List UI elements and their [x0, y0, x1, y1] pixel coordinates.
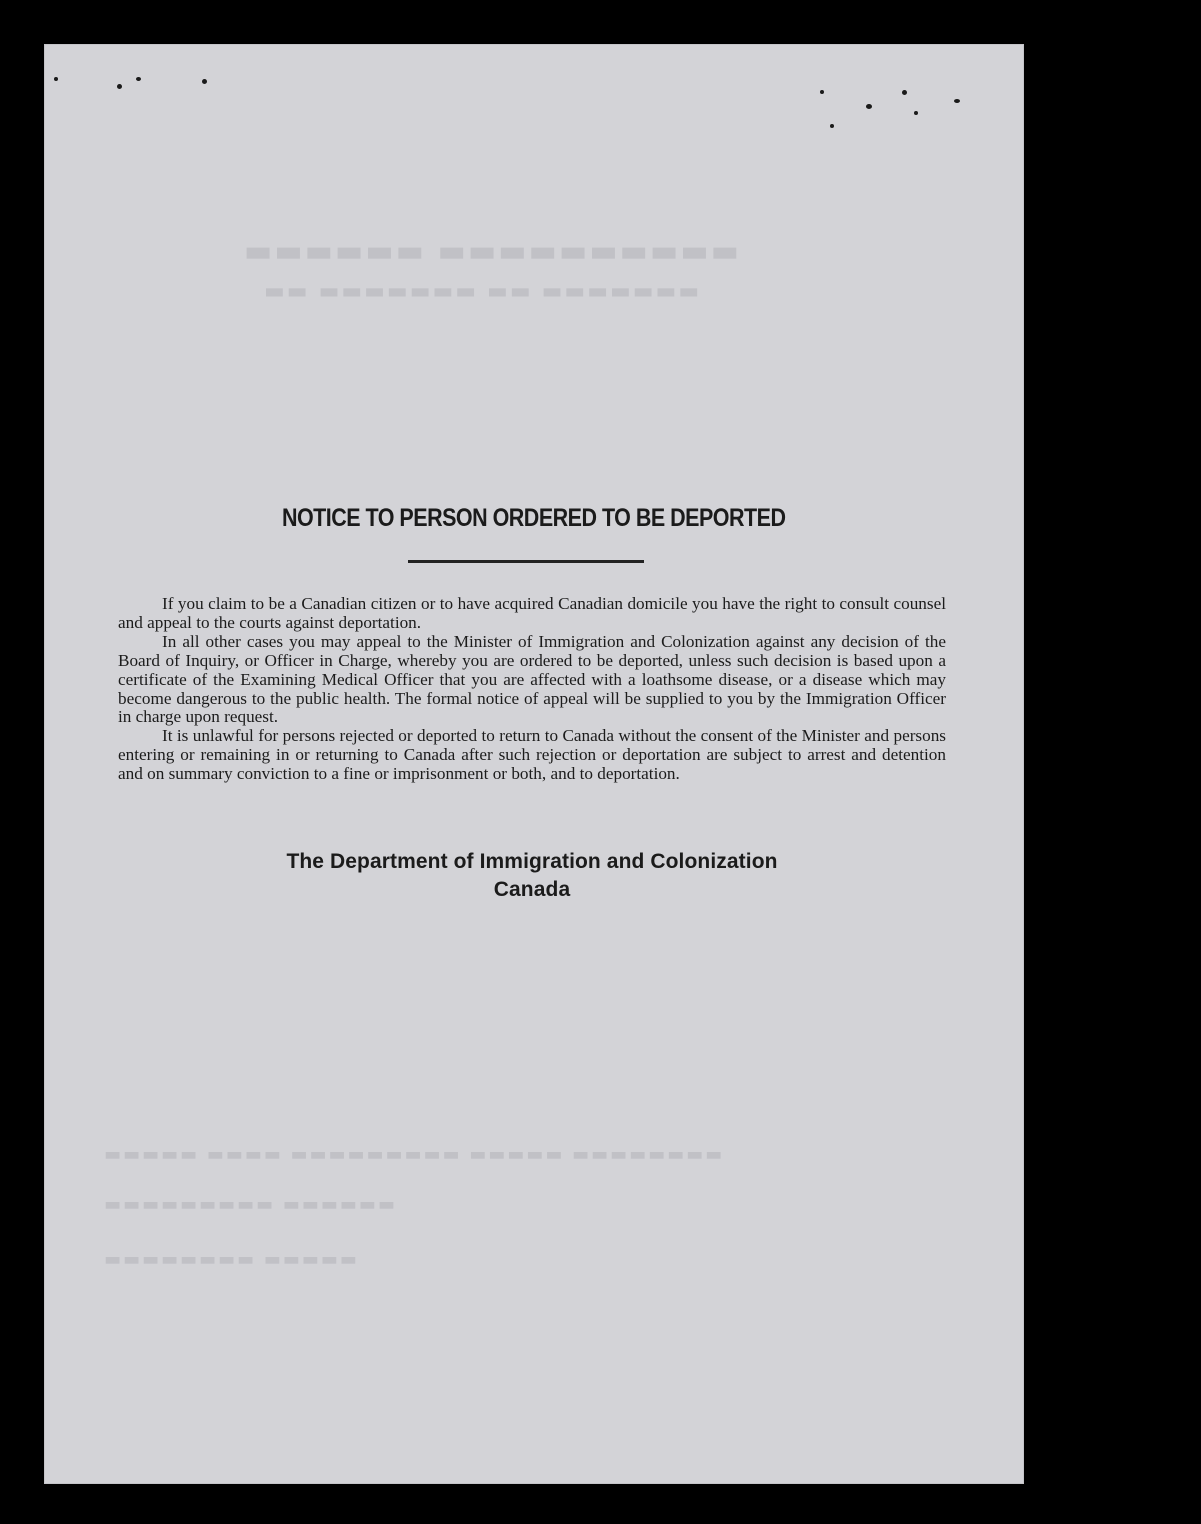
title-underline	[408, 560, 644, 563]
speck	[866, 104, 872, 109]
department-name: The Department of Immigration and Colonization	[286, 850, 778, 873]
speck	[820, 90, 824, 94]
signature-block	[44, 848, 1020, 904]
document-page	[44, 44, 1024, 1484]
speck	[914, 111, 918, 115]
paragraph-citizen-appeal: If you claim to be a Canadian citizen or to have acquired Canadian domicile you have the right to consult counsel and appeal to the courts against deportation.	[118, 594, 946, 632]
paragraph-minister-appeal: In all other cases you may appeal to the Minister of Immigration and Colonization against any decision of the Board of Inquiry, or Officer in Charge, whereby you are ordered to be deported, unless such decision is based upon a certificate of the Examining Medical Officer that you are affected with a loathsome disease, or a disease which may become dangerous to the public health. The formal notice of appeal will be supplied to you by the Immigration Officer in charge upon request.	[118, 631, 946, 727]
bleed-through-mark: ▬▬▬▬▬▬ ▬▬▬▬▬▬▬▬▬▬	[244, 234, 742, 269]
paragraph-unlawful-return: It is unlawful for persons rejected or deported to return to Canada without the consent of the Minister and persons entering or remaining in or returning to Canada after such rejection or deportation are subject to arrest and detention and on summary conviction to a fine or imprisonment or both, and to deportation.	[118, 726, 946, 784]
country-name: Canada	[493, 878, 571, 901]
speck	[902, 90, 907, 95]
bleed-through-mark: ▬▬ ▬▬▬▬▬▬▬ ▬▬ ▬▬▬▬▬▬▬	[264, 279, 702, 304]
speck	[202, 79, 207, 84]
speck	[54, 77, 58, 81]
speck	[830, 124, 834, 128]
bleed-through-mark: ▬▬▬▬▬▬▬▬▬ ▬▬▬▬▬▬	[104, 1194, 397, 1215]
notice-title: NOTICE TO PERSON ORDERED TO BE DEPORTED	[281, 504, 786, 532]
bleed-through-mark: ▬▬▬▬▬▬▬▬ ▬▬▬▬▬	[104, 1249, 359, 1270]
speck	[136, 77, 141, 81]
speck	[117, 84, 122, 89]
bleed-through-mark: ▬▬▬▬▬ ▬▬▬▬ ▬▬▬▬▬▬▬▬▬ ▬▬▬▬▬ ▬▬▬▬▬▬▬▬	[104, 1144, 725, 1165]
speck	[954, 99, 960, 103]
notice-body	[118, 595, 946, 784]
